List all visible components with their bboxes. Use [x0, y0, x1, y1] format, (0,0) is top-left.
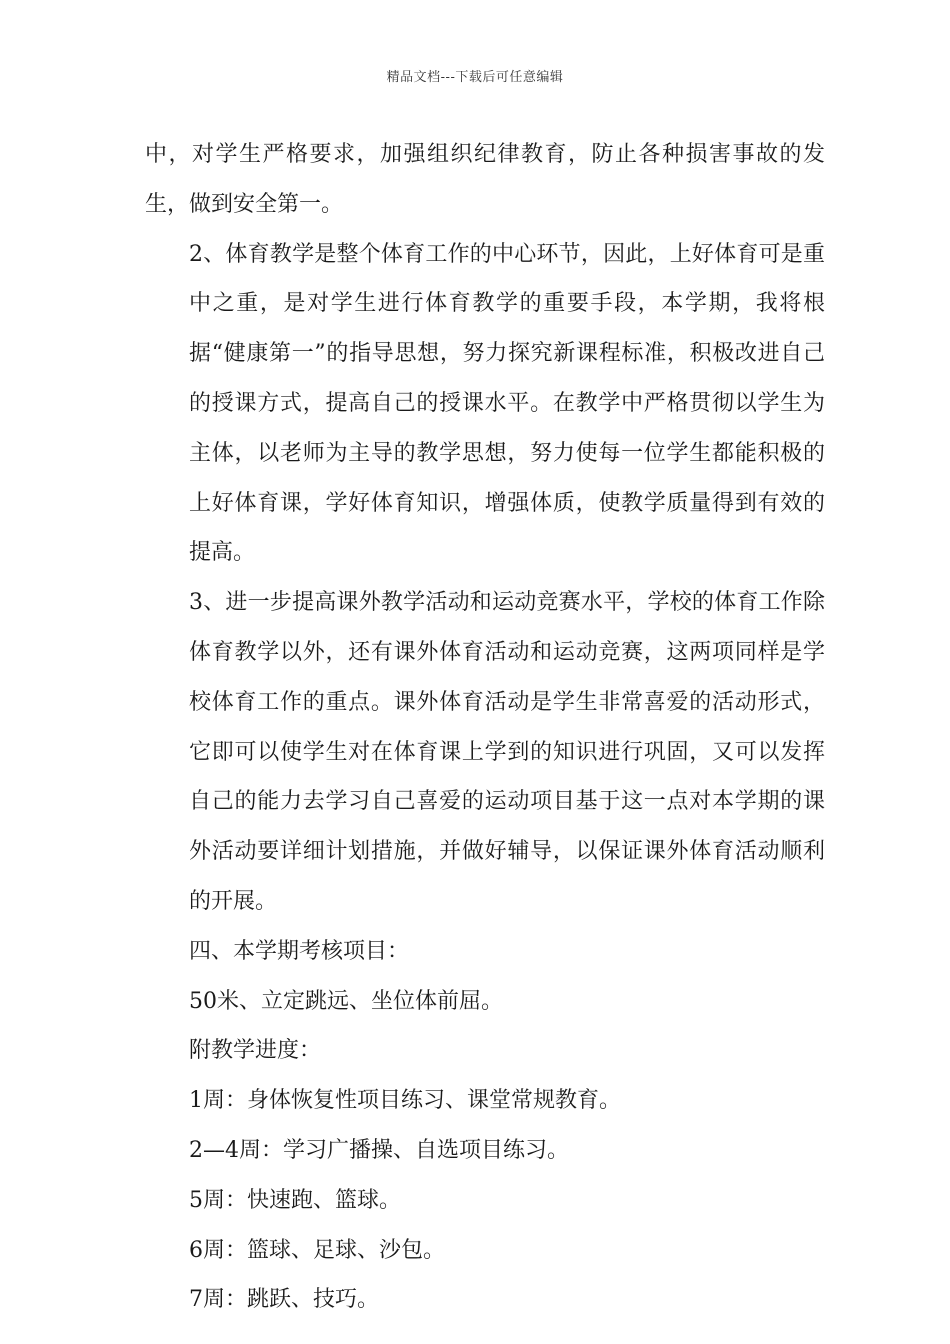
- paragraph-teaching: 2、体育教学是整个体育工作的中心环节，因此，上好体育可是重中之重，是对学生进行体育教学的重要手段，本学期，我将根据“健康第一”的指导思想，努力探究新课程标准，积极改进自己的授课方式，提高自己的授课水平。在教学中严格贯彻以学生为主体，以老师为主导的教学思想，努力使每一位学生都能积极的上好体育课，学好体育知识，增强体质，使教学质量得到有效的提高。: [189, 241, 825, 566]
- paragraph-extracurricular: 3、进一步提高课外教学活动和运动竞赛水平，学校的体育工作除体育教学以外，还有课外体育活动和运动竞赛，这两项同样是学校体育工作的重点。课外体育活动是学生非常喜爱的活动形式，它即可以使学生对在体育课上学到的知识进行巩固，又可以发挥自己的能力去学习自己喜爱的运动项目基于这一点对本学期的课外活动要详细计划措施，并做好辅导，以保证课外体育活动顺利的开展。: [189, 590, 825, 914]
- schedule-item: 2—4周：学习广播操、自选项目练习。: [189, 1137, 569, 1163]
- document-body: [145, 130, 825, 1325]
- schedule-item: 6周：篮球、足球、沙包。: [189, 1237, 445, 1263]
- paragraph-continuation: 中，对学生严格要求，加强组织纪律教育，防止各种损害事故的发生，做到安全第一。: [145, 142, 825, 217]
- section-heading-assessment: 四、本学期考核项目：: [189, 938, 410, 964]
- schedule-item: 1周：身体恢复性项目练习、课堂常规教育。: [189, 1088, 621, 1114]
- schedule-heading: 附教学进度：: [189, 1038, 322, 1064]
- schedule-item: 5周：快速跑、篮球。: [189, 1187, 401, 1213]
- page-header: 精品文档---下载后可任意编辑: [386, 70, 564, 85]
- assessment-items: 50米、立定跳远、坐位体前屈。: [189, 988, 503, 1014]
- schedule-item: 7周：跳跃、技巧。: [189, 1287, 379, 1313]
